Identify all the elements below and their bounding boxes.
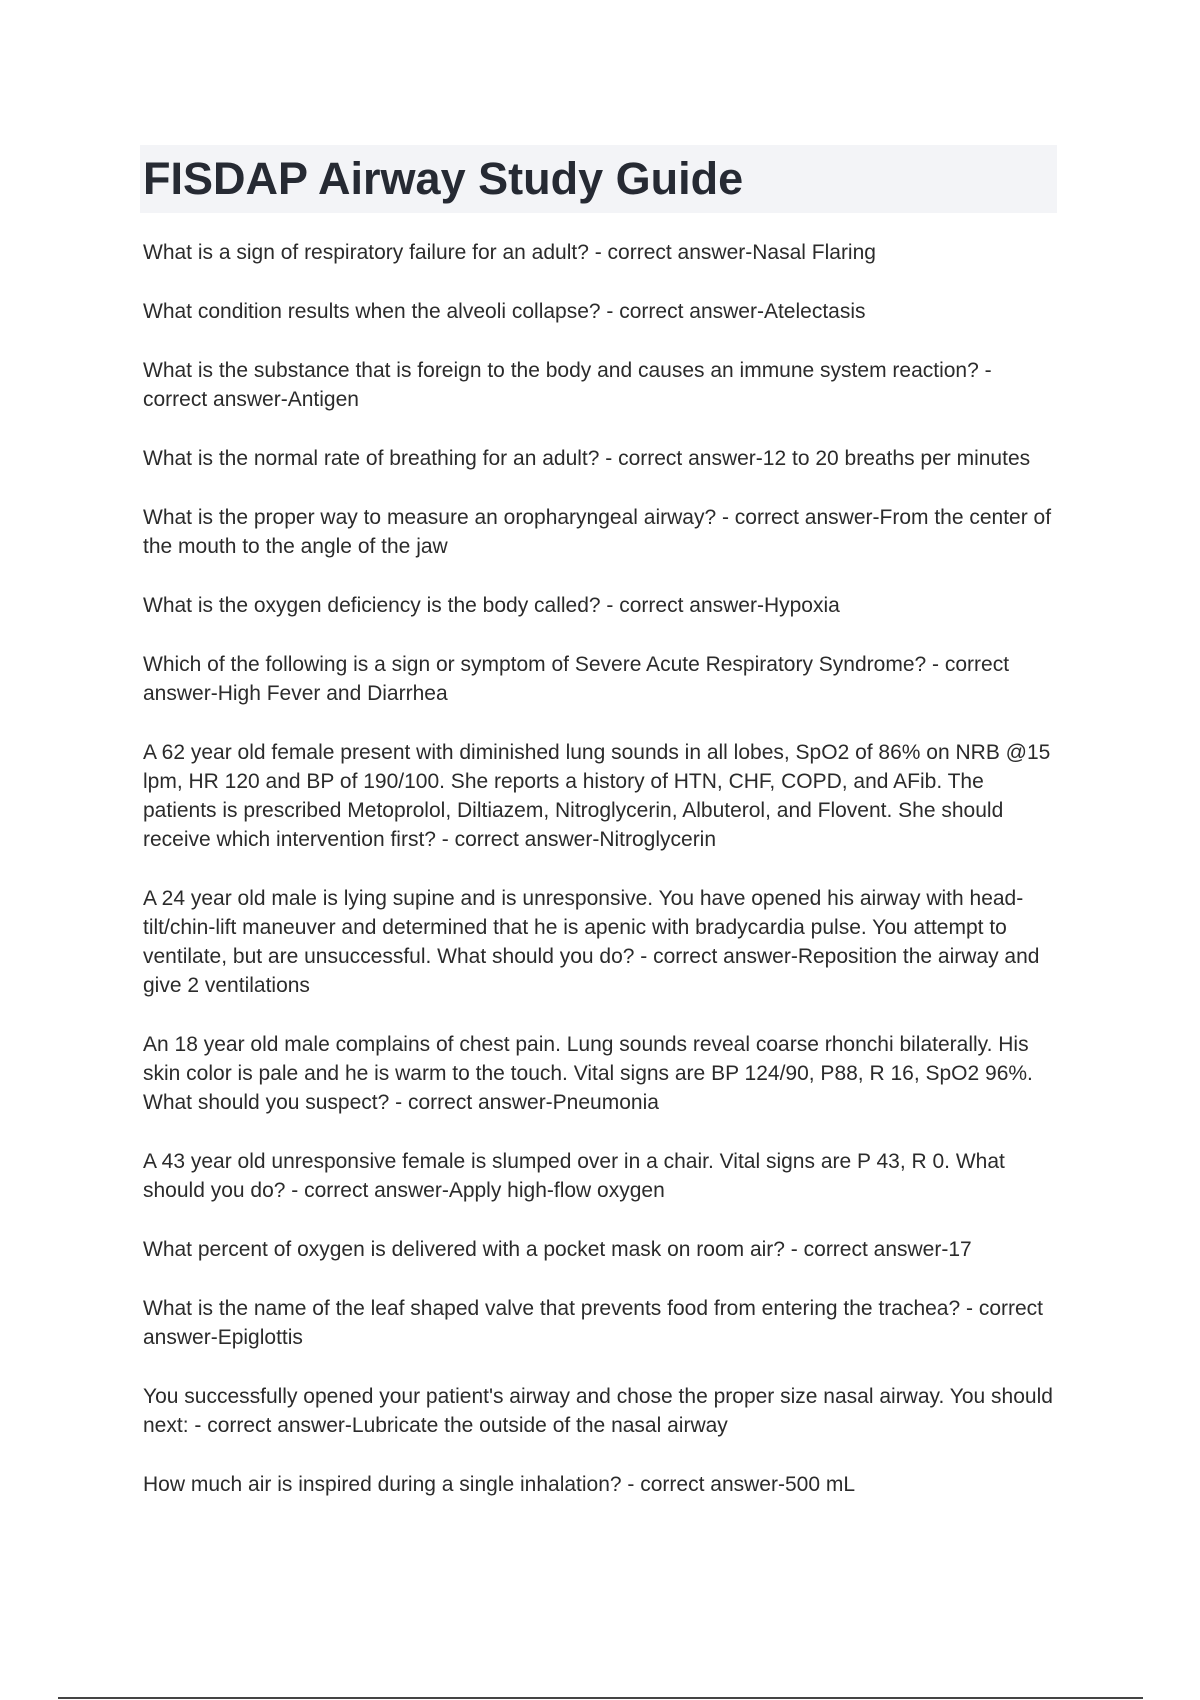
qa-item-2: What condition results when the alveoli collapse? - correct answer-Atelectasis <box>143 300 866 323</box>
qa-item-9: A 24 year old male is lying supine and is unresponsive. You have opened his airway with head-tilt/chin-lift maneuver and determined that he is apenic with bradycardia pulse. You attempt to ventilate, but are unsuccessful. What should you do? - correct answer-Reposition the airway and give 2 ventilations <box>143 887 1040 997</box>
qa-item-5: What is the proper way to measure an oropharyngeal airway? - correct answer-From the center of the mouth to the angle of the jaw <box>143 506 1052 558</box>
qa-item-6: What is the oxygen deficiency is the body called? - correct answer-Hypoxia <box>143 594 840 617</box>
qa-item-14: You successfully opened your patient's airway and chose the proper size nasal airway. You should next: - correct answer-Lubricate the outside of the nasal airway <box>143 1385 1053 1437</box>
page-title: FISDAP Airway Study Guide <box>143 153 744 204</box>
qa-item-15: How much air is inspired during a single inhalation? - correct answer-500 mL <box>143 1473 856 1496</box>
qa-item-4: What is the normal rate of breathing for an adult? - correct answer-12 to 20 breaths per minutes <box>143 447 1031 470</box>
qa-item-8: A 62 year old female present with diminished lung sounds in all lobes, SpO2 of 86% on NRB @15 lpm, HR 120 and BP of 190/100. She reports a history of HTN, CHF, COPD, and AFib. The patients is prescribed Metoprolol, Diltiazem, Nitroglycerin, Albuterol, and Flovent. She should receive which intervention first? - correct answer-Nitroglycerin <box>143 741 1051 851</box>
footer-divider <box>58 1697 1143 1699</box>
qa-item-12: What percent of oxygen is delivered with a pocket mask on room air? - correct answer-17 <box>143 1238 972 1261</box>
qa-item-10: An 18 year old male complains of chest pain. Lung sounds reveal coarse rhonchi bilaterally. His skin color is pale and he is warm to the touch. Vital signs are BP 124/90, P88, R 16, SpO2 96%. What should you suspect? - correct answer-Pneumonia <box>143 1033 1033 1114</box>
question-answer-list <box>143 238 1058 1529</box>
title-banner <box>140 145 1057 213</box>
qa-item-1: What is a sign of respiratory failure for an adult? - correct answer-Nasal Flaring <box>143 241 876 264</box>
qa-item-13: What is the name of the leaf shaped valve that prevents food from entering the trachea? - correct answer-Epiglottis <box>143 1297 1043 1349</box>
qa-item-3: What is the substance that is foreign to the body and causes an immune system reaction? - correct answer-Antigen <box>143 359 992 411</box>
qa-item-7: Which of the following is a sign or symptom of Severe Acute Respiratory Syndrome? - correct answer-High Fever and Diarrhea <box>143 653 1010 705</box>
qa-item-11: A 43 year old unresponsive female is slumped over in a chair. Vital signs are P 43, R 0. What should you do? - correct answer-Apply high-flow oxygen <box>143 1150 1005 1202</box>
